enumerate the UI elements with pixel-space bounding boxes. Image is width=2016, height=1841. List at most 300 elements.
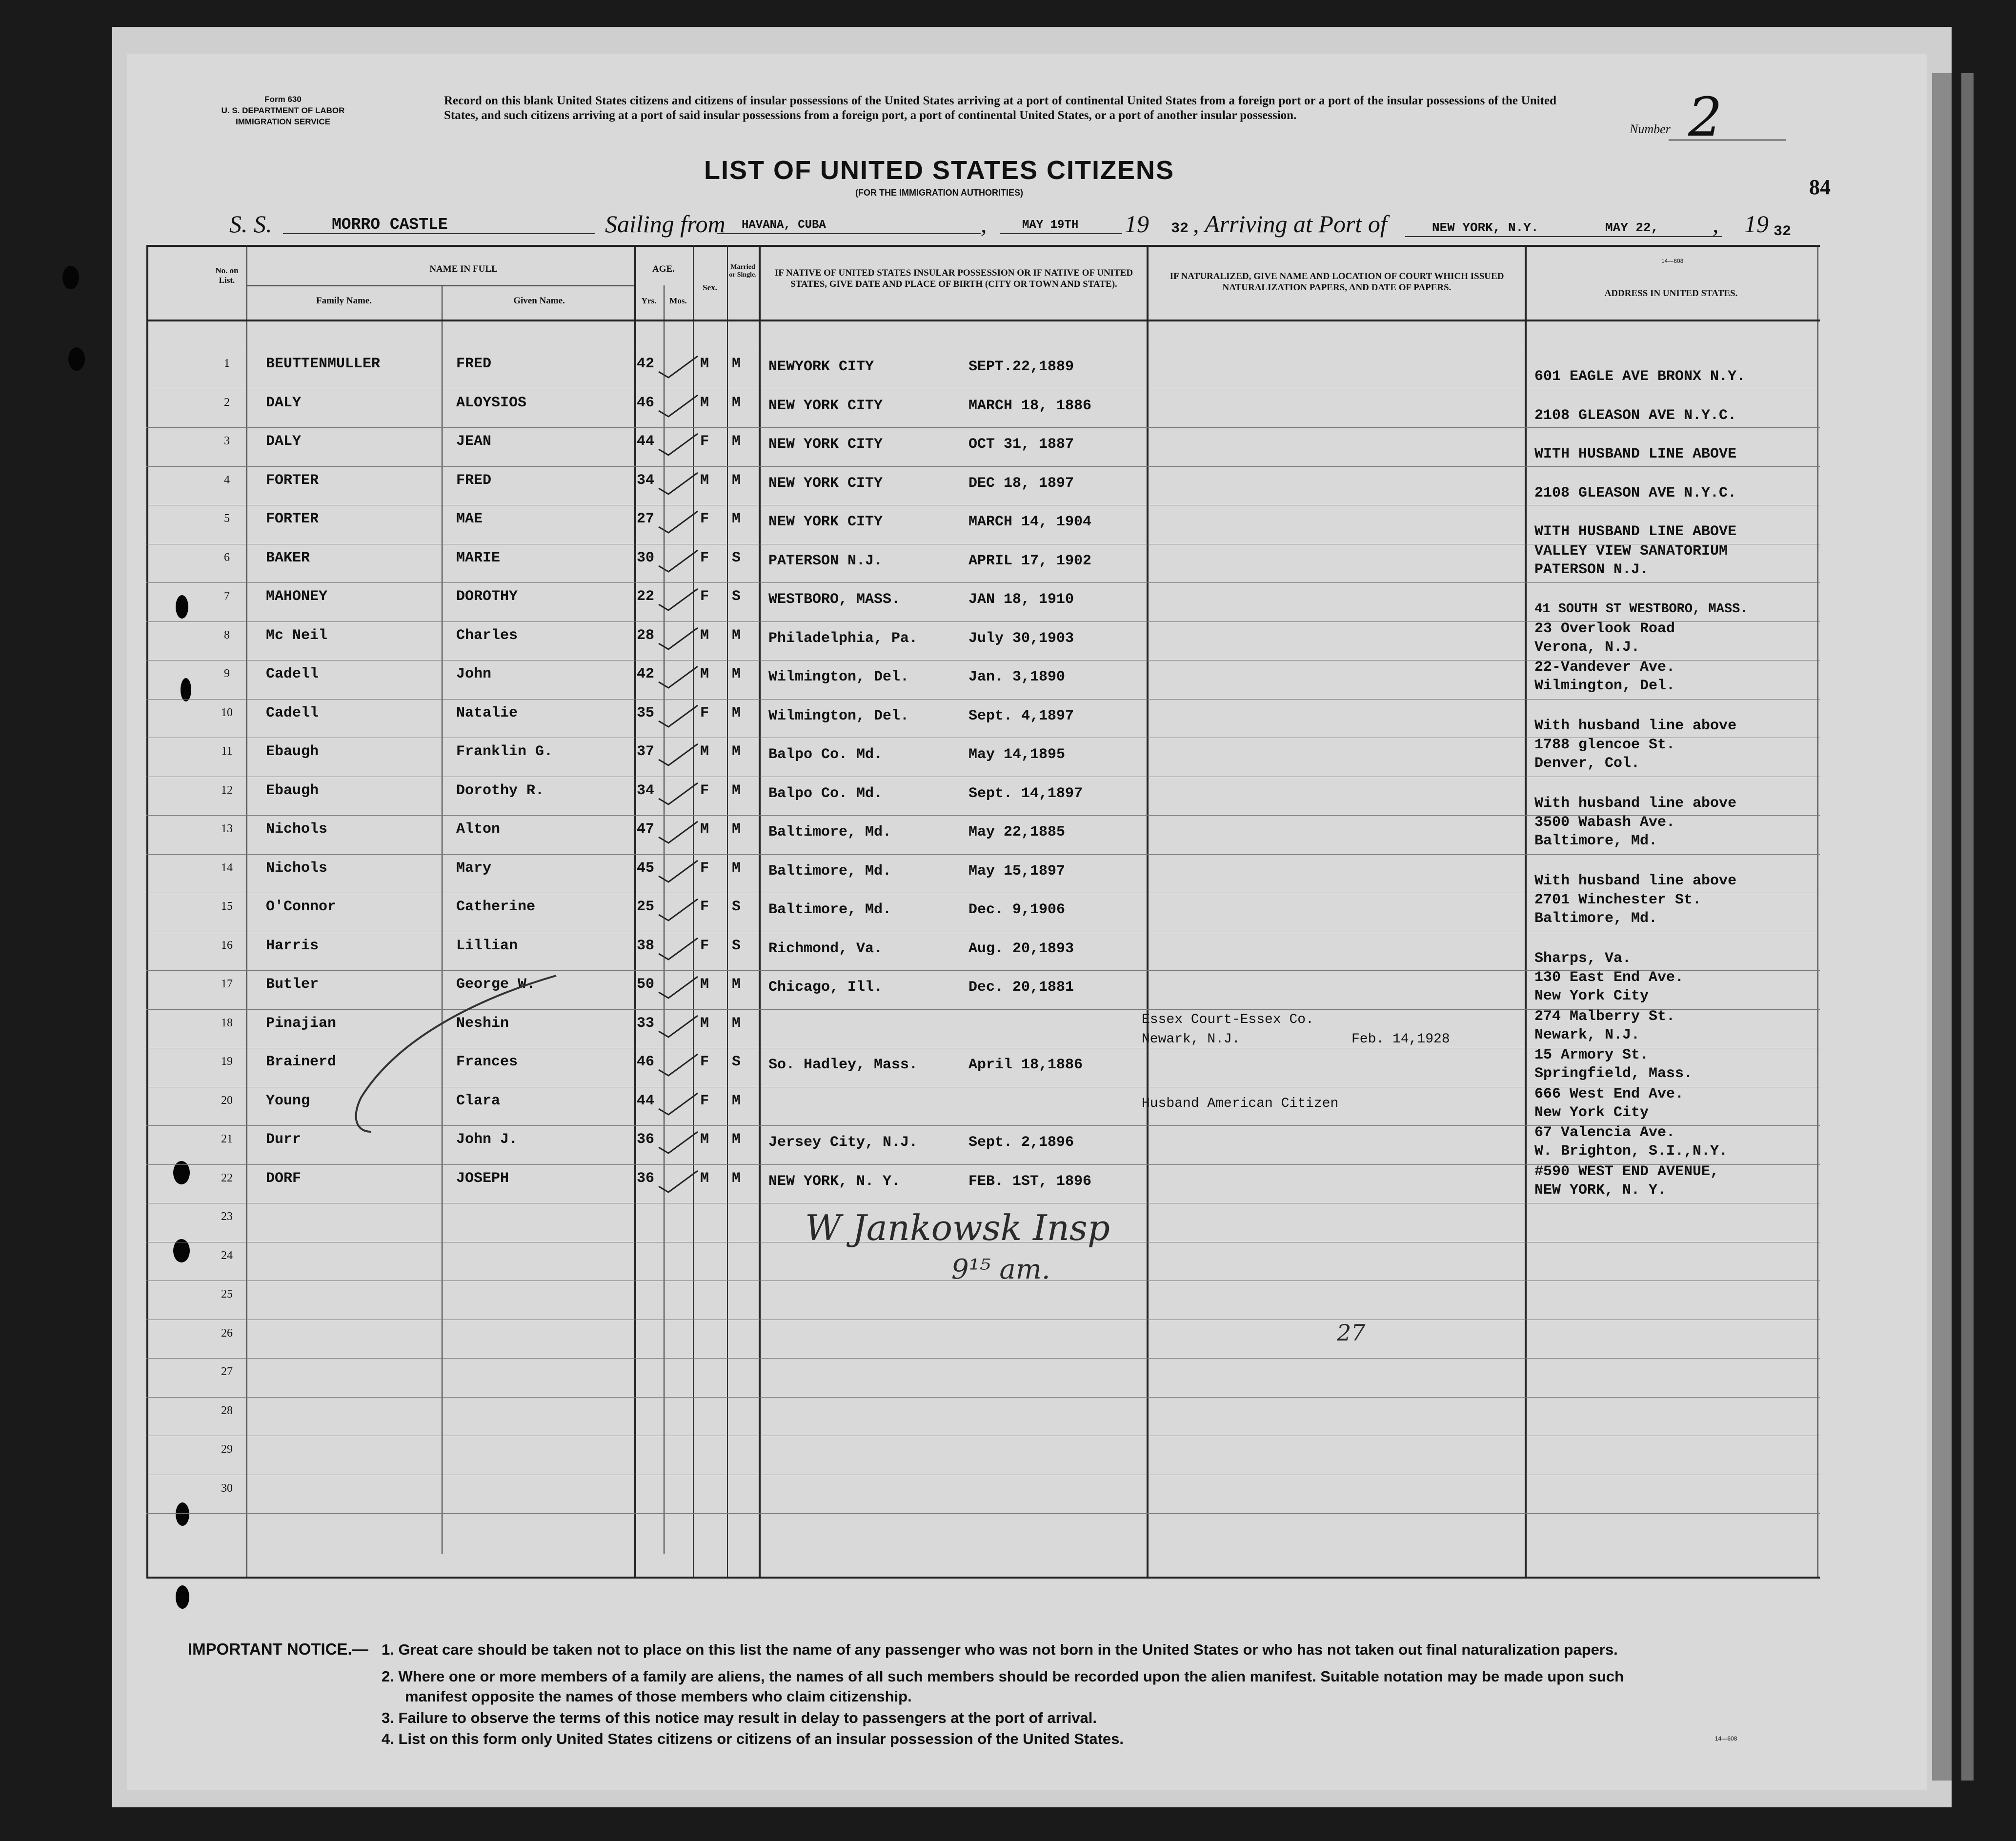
age-years: 46 [637,394,655,411]
row-ruling [146,1397,1820,1398]
birth-date: SEPT.22,1889 [968,359,1074,375]
row-number: 23 [221,1210,233,1223]
arrival-date: MAY 22, [1605,220,1659,235]
notice-item-2: 2. Where one or more members of a family are aliens, the names of all such members should be recorded upon the alien manifest. Suitable notation may be made upon such [382,1668,1624,1685]
birth-place: Baltimore, Md. [768,862,892,880]
check-mark [656,973,700,1002]
given-name: DOROTHY [456,588,518,605]
check-mark [656,662,700,692]
punch-hole [173,1239,190,1262]
row-number: 25 [221,1288,233,1301]
col-mos: Mos. [669,296,687,305]
check-mark [656,818,700,847]
row-ruling [146,1513,1820,1514]
sex: F [700,433,709,450]
check-mark [656,934,700,963]
birth-place: PATERSON N.J. [768,552,883,569]
row-number: 22 [221,1171,233,1184]
age-years: 33 [637,1015,655,1032]
handwritten-bracket-mark [342,956,585,1151]
given-name: JOSEPH [456,1170,509,1187]
marital-status: M [732,704,741,721]
sex: M [700,1015,709,1032]
intro-text: Record on this blank United States citizens and citizens of insular possessions of the United States arriving at a port of continental United States from a foreign port or a port of the insular possessions of the United States, and such citizens arriving at a port of said insular possessions from a foreign port, a port of continental United States, or a port of another insular possession. [444,94,1556,122]
service: IMMIGRATION SERVICE [236,117,330,126]
address-line: 22-Vandever Ave. [1534,659,1675,676]
family-name: FORTER [266,472,319,489]
inspection-time: 9¹⁵ am. [951,1254,1050,1285]
row-number: 6 [224,551,230,564]
age-years: 45 [637,860,655,877]
arrival-port: NEW YORK, N.Y. [1432,220,1539,235]
birth-place: NEW YORK CITY [768,514,883,530]
family-name: Pinajian [266,1015,337,1032]
family-name: DORF [266,1170,302,1187]
age-years: 34 [637,472,655,489]
birth-date: FEB. 1ST, 1896 [968,1173,1092,1190]
check-mark [656,740,700,769]
check-mark [656,546,700,576]
birth-place: Baltimore, Md. [768,901,892,918]
row-ruling [146,466,1820,467]
given-name: George W. [456,976,536,993]
birth-place: Jersey City, N.J. [768,1134,918,1151]
age-years: 42 [637,356,655,372]
year-prefix-1: 19 [1125,210,1149,238]
punch-hole [176,1502,189,1526]
age-years: 36 [637,1170,655,1187]
birth-place: Wilmington, Del. [768,669,909,685]
row-number: 18 [221,1016,233,1029]
address-line: 601 EAGLE AVE BRONX N.Y. [1534,368,1746,385]
table-top-border [146,245,1820,247]
birth-date: Sept. 4,1897 [968,707,1074,724]
check-mark [656,857,700,886]
sex: M [700,1131,709,1148]
birth-date: May 22,1885 [968,824,1066,840]
family-name: Harris [266,937,319,954]
marital-status: S [732,1054,741,1070]
form-identifier [181,94,385,127]
address-line: 2108 GLEASON AVE N.Y.C. [1534,484,1737,501]
address-line: New York City [1534,988,1649,1004]
row-number: 27 [221,1365,233,1378]
address-line: Baltimore, Md. [1534,833,1658,849]
address-line: WITH HUSBAND LINE ABOVE [1534,446,1737,462]
col-address: ADDRESS IN UNITED STATES. [1604,288,1738,299]
family-name: Mc Neil [266,627,328,644]
col-birth: IF NATIVE OF UNITED STATES INSULAR POSSESSION OR IF NATIVE OF UNITED STATES, GIVE DATE AND PLACE OF BIRTH (CITY OR TOWN AND STATE). [774,268,1133,289]
age-years: 34 [637,782,655,799]
age-years: 46 [637,1054,655,1070]
address-line: 1788 glencoe St. [1534,737,1675,753]
punch-hole [176,595,188,619]
year-suffix-2: 32 [1774,223,1792,240]
family-name: DALY [266,394,302,411]
birth-date: OCT 31, 1887 [968,436,1074,453]
birth-place: Wilmington, Del. [768,707,909,724]
sex: M [700,743,709,760]
page-edge-right [1932,73,1952,1781]
page-edge-right-2 [1961,73,1974,1781]
birth-date: JAN 18, 1910 [968,591,1074,608]
sex: F [700,588,709,605]
given-name: Catherine [456,899,536,915]
birth-date: APRIL 17, 1902 [968,552,1092,569]
marital-status: M [732,1092,741,1109]
address-line: With husband line above [1534,717,1737,734]
row-ruling [146,582,1820,583]
row-number: 28 [221,1404,233,1417]
check-mark [656,1012,700,1041]
address-line: Newark, N.J. [1534,1026,1640,1043]
printing-code: 14—608 [1661,258,1684,264]
row-number: 8 [224,628,230,641]
punch-hole [176,1585,189,1609]
birth-place: Richmond, Va. [768,940,883,957]
given-name: Alton [456,821,501,838]
naturalization-location: Newark, N.J. [1142,1032,1240,1047]
marital-status: S [732,899,741,915]
row-ruling [146,1358,1820,1359]
family-name: BEUTTENMULLER [266,356,381,372]
birth-place: NEW YORK, N. Y. [768,1173,901,1190]
year-suffix-1: 32 [1171,220,1189,237]
row-number: 13 [221,822,233,835]
marital-status: M [732,394,741,411]
address-line: Springfield, Mass. [1534,1065,1693,1082]
address-line: VALLEY VIEW SANATORIUM [1534,542,1728,560]
col-naturalized: IF NATURALIZED, GIVE NAME AND LOCATION OF COURT WHICH ISSUED NATURALIZATION PAPERS, AND DATE OF PAPERS. [1169,271,1504,293]
family-name: Durr [266,1131,302,1148]
row-number: 12 [221,783,233,797]
given-name: Lillian [456,937,518,954]
address-line: Wilmington, Del. [1534,678,1675,694]
row-number: 29 [221,1443,233,1456]
sex: F [700,511,709,527]
marital-status: M [732,472,741,489]
form-number: Form 630 [264,95,302,104]
form-code: 14—608 [1715,1735,1737,1742]
sex: F [700,549,709,566]
address-line: 67 Valencia Ave. [1534,1124,1675,1141]
row-number: 16 [221,939,233,952]
given-name: Natalie [456,704,518,721]
sex: F [700,860,709,877]
col-no-on-list: No. on List. [215,266,239,285]
ship-name: MORRO CASTLE [332,216,448,234]
birth-place: NEW YORK CITY [768,436,883,453]
given-name: Neshin [456,1015,509,1032]
birth-place: Baltimore, Md. [768,824,892,840]
given-name: Clara [456,1092,501,1109]
birth-place: So. Hadley, Mass. [768,1057,918,1073]
notice-item-2-cont: manifest opposite the names of those members who claim citizenship. [405,1688,912,1705]
marital-status: M [732,860,741,877]
underline [717,233,981,234]
marital-status: M [732,1131,741,1148]
given-name: FRED [456,472,492,489]
address-line: Sharps, Va. [1534,950,1632,967]
arriving-label: , Arriving at Port of [1193,210,1387,238]
address-line: W. Brighton, S.I.,N.Y. [1534,1143,1728,1160]
check-mark [656,895,700,924]
family-name: Cadell [266,704,319,721]
sex: F [700,937,709,954]
row-number: 3 [224,435,230,447]
given-name: Frances [456,1054,518,1070]
age-years: 36 [637,1131,655,1148]
sex: F [700,899,709,915]
marital-status: M [732,356,741,372]
sailing-from: HAVANA, CUBA [742,219,826,232]
marital-status: S [732,937,741,954]
row-number: 14 [221,861,233,874]
check-mark [656,507,700,537]
family-name: FORTER [266,511,319,527]
address-line: PATERSON N.J. [1534,561,1649,578]
underline [283,233,595,234]
address-line: With husband line above [1534,872,1737,889]
inspector-signature: W Jankowsk Insp [805,1207,1110,1248]
notice-item-3: 3. Failure to observe the terms of this notice may result in delay to passengers at the port of arrival. [382,1709,1097,1726]
age-years: 37 [637,743,655,760]
age-years: 42 [637,666,655,682]
address-line: 2108 GLEASON AVE N.Y.C. [1534,407,1737,424]
given-name: John J. [456,1131,518,1148]
marital-status: M [732,666,741,682]
row-number: 17 [221,978,233,990]
address-line: 3500 Wabash Ave. [1534,814,1675,831]
birth-place: Philadelphia, Pa. [768,630,918,647]
age-years: 28 [637,627,655,644]
row-number: 1 [224,357,230,370]
check-mark [656,624,700,653]
family-name: Brainerd [266,1054,337,1070]
birth-date: Sept. 2,1896 [968,1134,1074,1151]
birth-date: Jan. 3,1890 [968,669,1066,685]
family-name: Ebaugh [266,743,319,760]
age-years: 47 [637,821,655,838]
row-number: 26 [221,1326,233,1340]
page-title: LIST OF UNITED STATES CITIZENS [704,156,1174,185]
family-name: Nichols [266,860,328,877]
handwritten-count: 27 [1337,1320,1366,1346]
punch-hole [181,678,191,701]
marital-status: M [732,511,741,527]
col-yrs: Yrs. [641,296,657,305]
sailing-from-label: Sailing from [605,210,726,238]
marital-status: S [732,549,741,566]
birth-date: Dec. 9,1906 [968,901,1066,918]
age-years: 50 [637,976,655,993]
given-name: ALOYSIOS [456,394,527,411]
row-number: 15 [221,900,233,913]
address-line: 23 Overlook Road [1534,620,1675,637]
family-name: Ebaugh [266,782,319,799]
birth-place: Balpo Co. Md. [768,785,883,802]
check-mark [656,779,700,808]
birth-date: Dec. 20,1881 [968,979,1074,996]
sex: M [700,666,709,682]
given-name: John [456,666,492,682]
col-given-name: Given Name. [513,296,565,306]
naturalization-court: Essex Court-Essex Co. [1142,1012,1314,1027]
address-line: #590 WEST END AVENUE, [1534,1163,1719,1180]
page-number: 84 [1809,175,1831,199]
birth-place: NEW YORK CITY [768,397,883,414]
row-number: 5 [224,512,230,525]
col-married-single: Married or Single. [729,263,757,279]
underline [1000,233,1122,234]
marital-status: M [732,1170,741,1187]
birth-date: July 30,1903 [968,630,1074,647]
birth-date: DEC 18, 1897 [968,475,1074,492]
age-years: 38 [637,937,655,954]
given-name: Charles [456,627,518,644]
address-line: Denver, Col. [1534,755,1640,772]
col-name-in-full: NAME IN FULL [429,264,498,274]
row-number: 19 [221,1055,233,1068]
address-line: 41 SOUTH ST WESTBORO, MASS. [1534,602,1748,617]
sex: M [700,472,709,489]
sex: M [700,394,709,411]
department: U. S. DEPARTMENT OF LABOR [221,106,345,115]
age-years: 44 [637,433,655,450]
col-sex: Sex. [703,283,717,292]
sex: M [700,627,709,644]
birth-date: May 15,1897 [968,862,1066,880]
row-number: 20 [221,1094,233,1107]
marital-status: M [732,743,741,760]
row-number: 21 [221,1133,233,1145]
address-line: Baltimore, Md. [1534,910,1658,927]
address-line: WITH HUSBAND LINE ABOVE [1534,523,1737,540]
check-mark [656,1167,700,1196]
marital-status: M [732,627,741,644]
family-name: BAKER [266,549,310,566]
marital-status: M [732,1015,741,1032]
family-name: DALY [266,433,302,450]
row-number: 24 [221,1249,233,1262]
birth-place: WESTBORO, MASS. [768,591,901,608]
sex: M [700,1170,709,1187]
address-line: NEW YORK, N. Y. [1534,1181,1667,1199]
underline [1405,236,1722,237]
row-ruling [146,854,1820,855]
marital-status: M [732,976,741,993]
family-name: Cadell [266,666,319,682]
address-line: With husband line above [1534,795,1737,812]
given-name: JEAN [456,433,492,450]
row-number: 4 [224,473,230,486]
sex: M [700,821,709,838]
row-number: 7 [224,590,230,602]
age-years: 27 [637,511,655,527]
age-years: 35 [637,704,655,721]
family-name: Butler [266,976,319,993]
row-ruling [146,699,1820,700]
check-mark [656,1050,700,1080]
col-age: AGE. [652,264,675,274]
number-label: Number [1630,122,1671,136]
year-prefix-2: 19 [1744,210,1769,238]
notice-label: IMPORTANT NOTICE.— [188,1640,368,1658]
check-mark [656,430,700,459]
row-number: 9 [224,667,230,680]
given-name: MAE [456,511,483,527]
check-mark [656,1089,700,1119]
sex: M [700,356,709,372]
address-line: Verona, N.J. [1534,639,1640,656]
marital-status: M [732,433,741,450]
check-mark [656,585,700,614]
number-value: 2 [1688,86,1722,148]
row-ruling [146,427,1820,428]
birth-date: May 14,1895 [968,746,1066,763]
birth-place: NEWYORK CITY [768,359,874,375]
notice-item-1: 1. Great care should be taken not to place on this list the name of any passenger who was not born in the United States or who has not taken out final naturalization papers. [382,1641,1618,1658]
age-years: 22 [637,588,655,605]
col-family-name: Family Name. [316,296,372,306]
row-number: 11 [221,745,233,758]
check-mark [656,701,700,731]
birth-date: MARCH 14, 1904 [968,514,1092,530]
address-line: New York City [1534,1104,1649,1121]
row-number: 2 [224,396,230,409]
marital-status: M [732,782,741,799]
age-years: 30 [637,549,655,566]
check-mark [656,1128,700,1157]
age-years: 44 [637,1092,655,1109]
given-name: Dorothy R. [456,782,544,799]
sex: M [700,976,709,993]
given-name: Mary [456,860,492,877]
notice-item-4: 4. List on this form only United States citizens or citizens of an insular possession of the United States. [382,1730,1124,1747]
punch-hole [62,266,79,289]
row-number: 30 [221,1481,233,1495]
given-name: Franklin G. [456,743,553,760]
family-name: Nichols [266,821,328,838]
given-name: MARIE [456,549,501,566]
family-name: O'Connor [266,899,337,915]
naturalization-note: Husband American Citizen [1142,1096,1339,1111]
naturalization-date: Feb. 14,1928 [1351,1032,1450,1047]
row-number: 10 [221,706,233,719]
birth-place: Chicago, Ill. [768,979,883,996]
birth-place: NEW YORK CITY [768,475,883,492]
sex: F [700,1054,709,1070]
birth-date: April 18,1886 [968,1057,1083,1073]
birth-date: Sept. 14,1897 [968,785,1083,802]
family-name: MAHONEY [266,588,328,605]
marital-status: S [732,588,741,605]
given-name: FRED [456,356,492,372]
address-line: 15 Armory St. [1534,1047,1649,1063]
ss-label: S. S. [229,210,272,238]
age-years: 25 [637,899,655,915]
address-line: 2701 Winchester St. [1534,892,1702,908]
marital-status: M [732,821,741,838]
sex: F [700,704,709,721]
birth-date: MARCH 18, 1886 [968,397,1092,414]
sex: F [700,1092,709,1109]
check-mark [656,352,700,381]
address-line: 130 East End Ave. [1534,969,1684,986]
birth-date: Aug. 20,1893 [968,940,1074,957]
birth-place: Balpo Co. Md. [768,746,883,763]
check-mark [656,391,700,420]
